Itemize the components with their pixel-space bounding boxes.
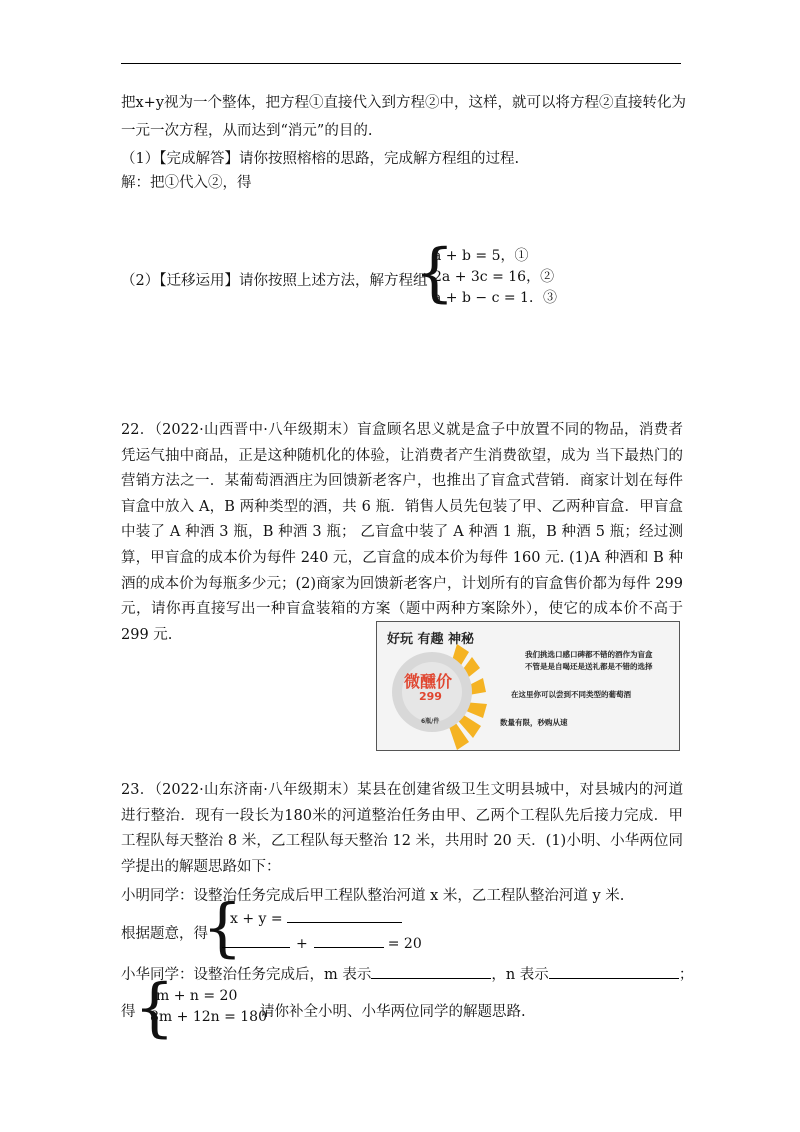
ad-text-1a: 我们挑选口感口碑都不错的酒作为盲盒: [525, 650, 653, 659]
system-brace-2: {: [134, 971, 175, 1045]
question-2: （2）【迁移运用】请你按照上述方法，解方程组: [121, 273, 428, 289]
question-22: 22．（2022·山西晋中·八年级期末）盲盒顾名思义就是盒子中放置不同的物品，消费者凭运气抽中商品，正是这种随机化的体验，让消费者产生消费欲望，成为 当下最热门的营销方法之一．某葡萄酒酒庄为回馈新老客户，也推出了盲盒式营销．商家计划在每件盲盒中放入 A，B 两种类型的酒，共 6 瓶．销售人员先包装了甲、乙两种盲盒．甲盲盒中装了 A 种酒 3 瓶，B 种酒 3 瓶； 乙盲盒中装了 A 种酒 1 瓶，B 种酒 5 瓶；经过测算，甲盲盒的成本价为每件 240 元，乙盲盒的成本价为每件 160 元. (1)A 种酒和 B 种酒的成本价为每瓶多少元；(2)商家为回馈新老客户，计划所有的盲盒售价都为每件 299 元，请你再直接写出一种盲盒装箱的方案（题中两种方案除外），使它的成本价不高于 299 元.: [121, 422, 683, 643]
equation-3: a + b − c = 1．③: [433, 290, 557, 306]
ad-text-1b: 不管是是自喝还是送礼都是不错的选择: [525, 662, 653, 671]
answer-blank-m[interactable]: [371, 964, 491, 979]
de-label: 得: [121, 1004, 136, 1020]
system-brace-1: {: [202, 891, 243, 965]
ad-headline: 好玩 有趣 神秘: [387, 632, 475, 647]
semicolon: ；: [678, 967, 694, 983]
m-label: m 表示: [324, 967, 372, 983]
answer-blank[interactable]: [314, 933, 384, 948]
ad-text-3: 数量有限，秒购从速: [500, 718, 568, 727]
xiaohua-line: [121, 964, 693, 985]
equation-system: [433, 246, 557, 309]
system-2-line-2: 8m + 12n = 180: [150, 1009, 267, 1025]
genju-label: 根据题意，得: [121, 926, 208, 942]
answer-blank[interactable]: [222, 933, 290, 948]
ad-price: 299: [419, 690, 442, 703]
answer-blank[interactable]: [287, 908, 402, 923]
ad-unit: 6瓶/件: [421, 718, 440, 725]
system-1-eq: = 20: [387, 936, 422, 952]
equation-brace: {: [414, 236, 455, 310]
blind-box-ad-image: [376, 621, 680, 751]
system-2-line-1: m + n = 20: [156, 988, 238, 1004]
question-23: 23．（2022·山东济南·八年级期末）某县在创建省级卫生文明县城中，对县城内的河道进行整治．现有一段长为180米的河道整治任务由甲、乙两个工程队先后接力完成．甲工程队每天整治 8 米，乙工程队每天整治 12 米，共用时 20 天．(1)小明、小华两位同学提出的解题思路如下：: [121, 782, 683, 875]
equation-1: a + b = 5，①: [433, 248, 529, 264]
system-1-line-1: x + y =: [230, 911, 283, 927]
paragraph-line: 一元一次方程，从而达到“消元”的目的.: [121, 123, 373, 139]
system-2: [150, 986, 267, 1028]
system-1: [222, 908, 422, 955]
xiaohua-text: 小华同学：设整治任务完成后，: [121, 967, 324, 983]
header-rule: [121, 63, 681, 64]
answer-blank-n[interactable]: [549, 964, 679, 979]
equation-2: 2a + 3c = 16，②: [433, 269, 555, 285]
instruction: 请你补全小明、小华两位同学的解题思路.: [260, 1004, 526, 1020]
paragraph-line: 把x+y视为一个整体，把方程①直接代入到方程②中，这样，就可以将方程②直接转化为: [121, 95, 687, 111]
ad-text-2: 在这里你可以尝到不同类型的葡萄酒: [511, 690, 631, 699]
solution-start: 解：把①代入②，得: [121, 175, 252, 191]
ad-circle-label: 微醺价: [404, 672, 453, 691]
ad-text-1: [525, 649, 653, 673]
question-1: （1）【完成解答】请你按照榕榕的思路，完成解方程组的过程.: [121, 151, 520, 167]
n-label: ，n 表示: [491, 967, 549, 983]
xiaoming-line: 小明同学：设整治任务完成后甲工程队整治河道 x 米，乙工程队整治河道 y 米.: [121, 888, 625, 904]
plus-sign: +: [296, 936, 308, 952]
